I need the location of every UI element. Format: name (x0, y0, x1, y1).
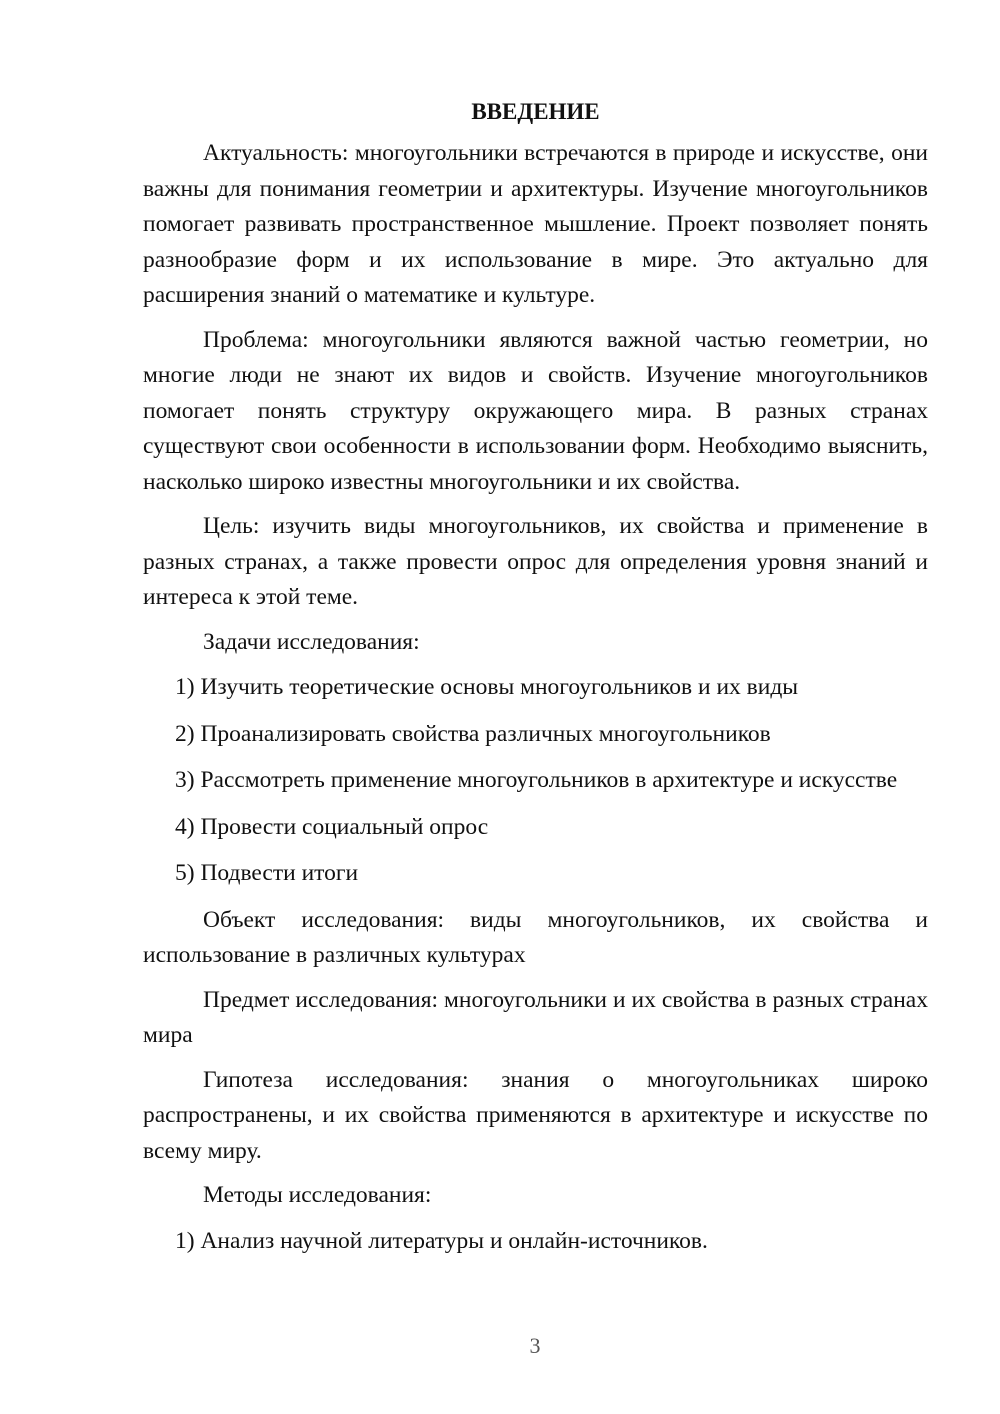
object-paragraph: Объект исследования: виды многоугольников, их свойства и использование в различных культурах (143, 906, 928, 968)
task-item: 5) Подвести итоги (175, 860, 359, 886)
problem-paragraph: Проблема: многоугольники являются важной частью геометрии, но многие люди не знают их видов и свойств. Изучение многоугольников помогает понять структуру окружающего мира. В разных странах существуют свои особенности в использовании форм. Необходимо выяснить, насколько широко известны многоугольники и их свойства. (143, 326, 928, 495)
page-number: 3 (529, 1333, 541, 1358)
section-title: ВВЕДЕНИЕ (471, 99, 600, 124)
methods-heading: Методы исследования: (203, 1182, 432, 1208)
task-item: 2) Проанализировать свойства различных многоугольников (175, 720, 771, 747)
document-page (143, 96, 928, 1270)
task-item: 1) Изучить теоретические основы многоугольников и их виды (175, 674, 799, 700)
subject-paragraph: Предмет исследования: многоугольники и их свойства в разных странах мира (143, 986, 928, 1048)
relevance-paragraph: Актуальность: многоугольники встречаются в природе и искусстве, они важны для понимания геометрии и архитектуры. Изучение многоугольников помогает развивать пространственное мышление. Проект позволяет понять разнообразие форм и их использование в мире. Это актуально для расширения знаний о математике и культуре. (143, 140, 928, 308)
hypothesis-paragraph: Гипотеза исследования: знания о многоугольниках широко распространены, и их свойства применяются в архитектуре и искусстве по всему миру. (143, 1066, 928, 1164)
tasks-heading: Задачи исследования: (203, 628, 420, 655)
goal-paragraph: Цель: изучить виды многоугольников, их свойства и применение в разных странах, а также провести опрос для определения уровня знаний и интереса к этой теме. (143, 513, 928, 610)
method-item: 1) Анализ научной литературы и онлайн-источников. (175, 1227, 708, 1254)
task-item: 3) Рассмотреть применение многоугольников в архитектуре и искусстве (175, 767, 898, 793)
task-item: 4) Провести социальный опрос (175, 813, 489, 840)
